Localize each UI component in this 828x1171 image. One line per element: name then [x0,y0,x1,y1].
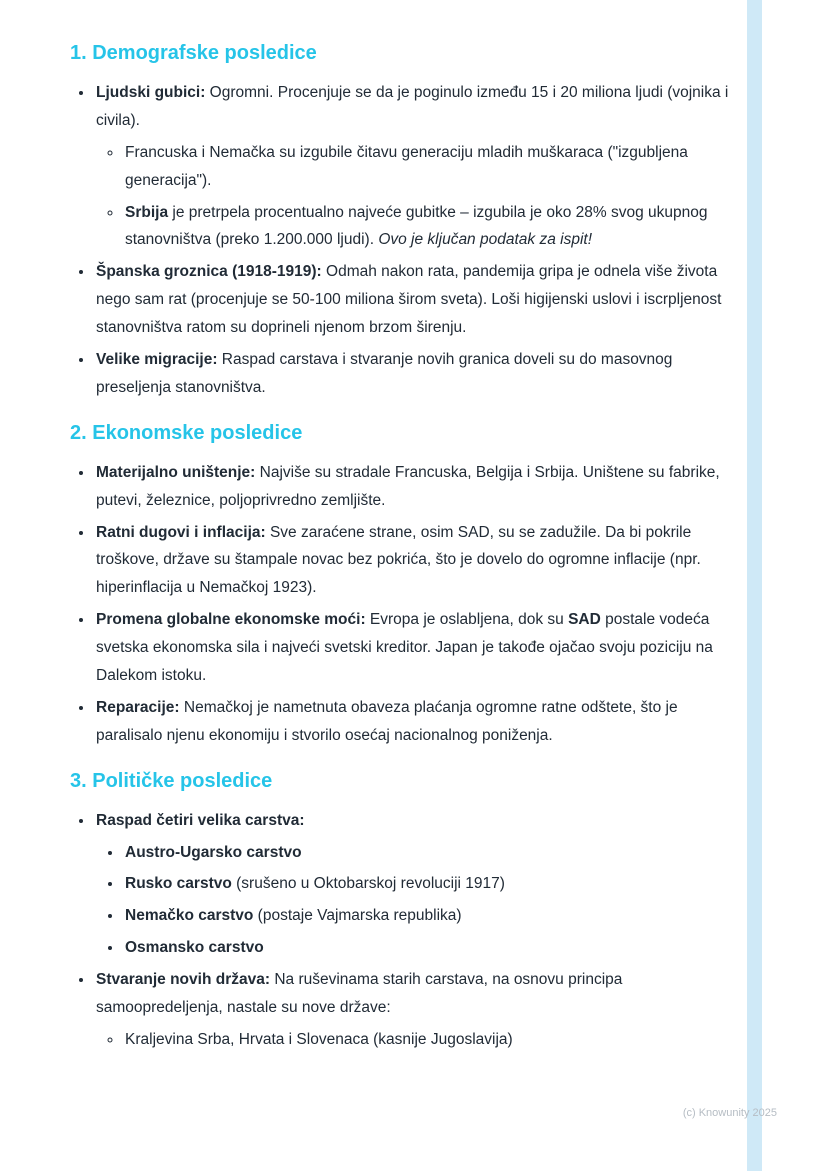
item-lead: Austro-Ugarsko carstvo [125,843,302,861]
list-item [94,694,744,750]
item-text: Ogromni. Procenjuje se da je poginulo između 15 i 20 miliona ljudi (vojnika i civila). [96,84,729,129]
item-text: Nemačkoj je nametnuta obaveza plaćanja ogromne ratne odštete, što je paralisalo njenu ekonomiju i stvorilo osećaj nacionalnog poniženja. [96,698,678,744]
list-item [94,258,744,342]
list-item [123,199,744,255]
item-text: Kraljevina Srba, Hrvata i Slovenaca (kasnije Jugoslavija) [125,1030,513,1048]
sub-bullet-list [96,139,744,255]
list-item [94,459,744,515]
item-lead: Materijalno uništenje: [96,463,256,481]
sub-bullet-list [96,1026,744,1054]
item-lead: Nemačko carstvo [125,907,254,925]
item-lead: Raspad četiri velika carstva: [96,811,305,829]
copyright-footer: (c) Knowunity 2025 [682,1107,777,1119]
page-accent-strip [747,0,762,1171]
item-text: Najviše su stradale Francuska, Belgija i Srbija. Uništene su fabrike, putevi, železnice, poljoprivredno zemljište. [96,463,720,509]
item-lead: Osmansko carstvo [125,939,264,957]
list-item [94,346,744,402]
list-item [123,139,744,195]
item-text: Na ruševinama starih carstava, na osnovu principa samoopredeljenja, nastale su nove države: [96,971,623,1017]
list-item [94,519,744,603]
item-text: Evropa je oslabljena, dok su [365,611,569,629]
item-text: Sve zaraćene strane, osim SAD, su se zadužile. Da bi pokrile troškove, države su štampale novac bez pokrića, što je dovelo do ogromne inflacije (npr. hiperinflacija u Nemačkoj 1923). [96,523,701,597]
section-politicke-posledice [70,768,744,1054]
item-text: Odmah nakon rata, pandemija gripa je odnela više života nego sam rat (procenjuje se 50-100 miliona širom sveta). Loši higijenski uslovi i iscrpljenost stanovništva ratom su doprineli njenom brzom širenju. [96,263,722,337]
item-lead: Velike migracije: [96,351,218,369]
bullet-list [70,79,744,402]
item-bold: SAD [568,611,601,629]
section-heading: 1. Demografske posledice [70,42,317,64]
section-heading: 2. Ekonomske posledice [70,421,303,444]
section-heading: 3. Političke posledice [70,769,273,792]
bullet-list [70,807,744,1054]
list-item [123,870,744,898]
item-lead: Španska groznica (1918-1919): [96,263,322,281]
item-text: (postaje Vajmarska republika) [253,907,462,925]
section-demografske-posledice [70,40,744,402]
item-text: Raspad carstava i stvaranje novih granica doveli su do masovnog preseljenja stanovništva. [96,351,673,396]
item-lead: Rusko carstvo [125,875,232,893]
list-item [123,934,744,962]
list-item [94,807,744,962]
item-lead: Reparacije: [96,698,180,716]
item-text: postale vodeća svetska ekonomska sila i najveći svetski kreditor. Japan je takođe ojačao svoju poziciju na Dalekom istoku. [96,611,713,685]
item-lead: Stvaranje novih država: [96,971,271,989]
item-lead: Ljudski gubici: [96,84,206,101]
item-lead: Promena globalne ekonomske moći: [96,611,366,629]
list-item [94,79,744,254]
item-lead: Srbija [125,203,169,221]
bullet-list [70,459,744,750]
list-item [94,966,744,1054]
list-item [123,902,744,930]
list-item [94,606,744,690]
item-text: je pretrpela procentualno najveće gubitke – izgubila je oko 28% svog ukupnog stanovništva (preko 1.200.000 ljudi). [125,203,708,249]
list-item [123,1026,744,1054]
sub-bullet-list [96,839,744,963]
item-text: (srušeno u Oktobarskoj revoluciji 1917) [231,875,505,893]
section-ekonomske-posledice [70,420,744,750]
item-text: Francuska i Nemačka su izgubile čitavu generaciju mladih muškaraca ("izgubljena generacija"). [125,143,688,189]
list-item [123,839,744,867]
item-emphasis: Ovo je ključan podatak za ispit! [378,231,592,249]
item-lead: Ratni dugovi i inflacija: [96,523,266,541]
